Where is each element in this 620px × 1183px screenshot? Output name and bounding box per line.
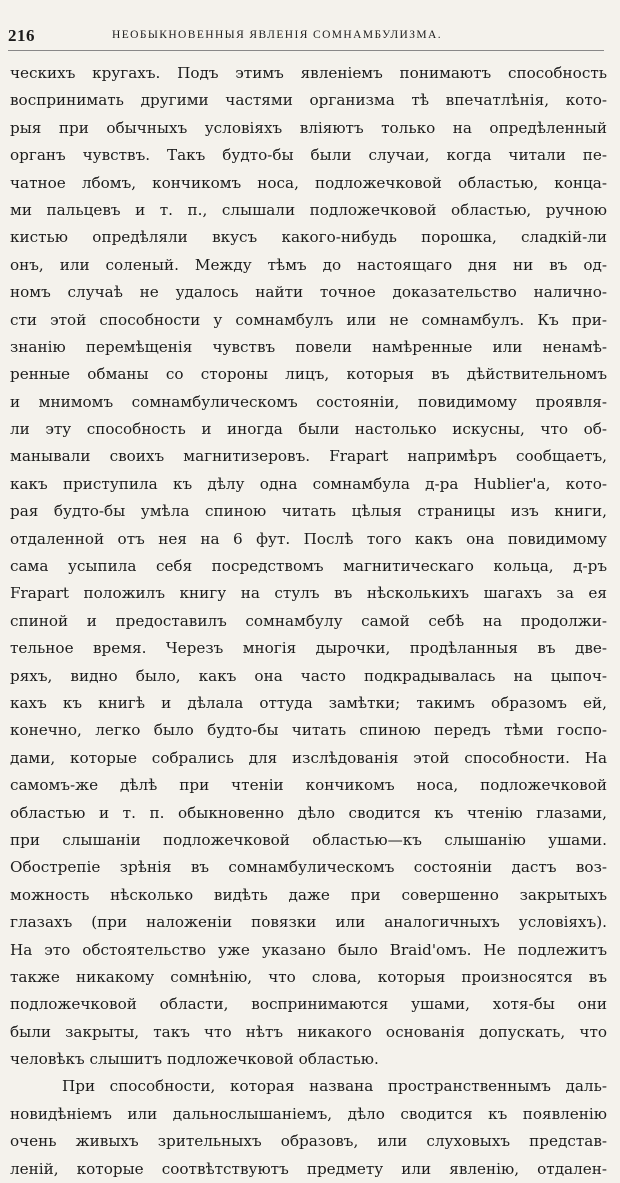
text-line: ряхъ, видно было, какъ она часто подкрадывалась на цыпоч- <box>10 666 607 685</box>
text-line: кахъ къ книгѣ и дѣлала оттуда замѣтки; такимъ образомъ ей, <box>10 693 607 712</box>
body-text <box>10 60 607 1183</box>
text-line: На это обстоятельство уже указано было Braid'омъ. Не подлежитъ <box>10 940 607 959</box>
text-line: можность нѣсколько видѣть даже при совершенно закрытыхъ <box>10 885 607 904</box>
text-line: конечно, легко было будто-бы читать спиною передъ тѣми госпо- <box>10 721 607 740</box>
text-line: ческихъ кругахъ. Подъ этимъ явленiемъ понимаютъ способность <box>10 64 607 82</box>
text-line: манывали своихъ магнитизеровъ. Frapart напримѣръ сообщаетъ, <box>10 447 607 466</box>
text-line: номъ случаѣ не удалось найти точное доказательство налично- <box>10 283 607 302</box>
text-line: самомъ-же дѣлѣ при чтенiи кончикомъ носа, подложечковой <box>10 776 607 795</box>
text-line: человѣкъ слышитъ подложечковой областью. <box>10 1050 379 1069</box>
text-line: подложечковой области, воспринимаются ушами, хотя-бы они <box>10 995 607 1014</box>
text-line: дами, которые собрались для изслѣдованiя этой способности. На <box>10 748 607 767</box>
text-line: какъ приступила къ дѣлу одна сомнамбула д-ра Hublier'a, кото- <box>10 474 607 493</box>
text-line: сти этой способности у сомнамбулъ или не сомнамбулъ. Къ при- <box>10 310 607 329</box>
text-line: отдаленной отъ нея на 6 фут. Послѣ того какъ она повидимому <box>10 529 607 548</box>
page-number: 216 <box>8 26 35 45</box>
text-line: при слышанiи подложечковой областью—къ слышанiю ушами. <box>10 830 607 849</box>
text-line: очень живыхъ зрительныхъ образовъ, или слуховыхъ представ- <box>10 1132 607 1151</box>
text-line: воспринимать другими частями организма тѣ впечатлѣнiя, кото- <box>10 91 607 110</box>
header-rule <box>8 50 604 51</box>
text-line: спиной и предоставилъ сомнамбулу самой себѣ на продолжи- <box>10 611 607 630</box>
text-line: Обострепiе зрѣнiя въ сомнамбулическомъ состоянiи дастъ воз- <box>10 858 607 877</box>
text-line: ленiй, которые соотвѣтствуютъ предмету или явленiю, отдален- <box>10 1159 607 1178</box>
text-line: ли эту способность и иногда были настолько искусны, что об- <box>10 420 607 439</box>
text-line: рая будто-бы умѣла спиною читать цѣлыя страницы изъ книги, <box>10 502 607 521</box>
text-line: также никакому сомнѣнiю, что слова, которыя произносятся въ <box>10 967 607 986</box>
text-line: областью и т. п. обыкновенно дѣло сводится къ чтенiю глазами, <box>10 803 607 822</box>
text-line: При способности, которая названа пространственнымъ даль- <box>62 1077 607 1096</box>
text-line: тельное время. Черезъ многiя дырочки, продѣланныя въ две- <box>10 639 607 658</box>
text-line: онъ, или соленый. Между тѣмъ до настоящаго дня ни въ од- <box>10 255 607 274</box>
text-line: и мнимомъ сомнамбулическомъ состоянiи, повидимому проявля- <box>10 392 607 411</box>
text-line: ренные обманы со стороны лицъ, которыя въ дѣйствительномъ <box>10 365 607 384</box>
text-line: новидѣнiемъ или дальнослышанiемъ, дѣло сводится къ появленiю <box>10 1104 607 1123</box>
text-line: знанiю перемѣщенiя чувствъ повели намѣренные или ненамѣ- <box>10 337 607 356</box>
text-line: были закрыты, такъ что нѣтъ никакого основанiя допускать, что <box>10 1022 607 1041</box>
text-line: рыя при обычныхъ условiяхъ влiяютъ только на опредѣленный <box>10 118 607 137</box>
running-head: НЕОБЫКНОВЕННЫЯ ЯВЛЕНIЯ СОМНАМБУЛИЗМА. <box>112 29 442 41</box>
text-line: органъ чувствъ. Такъ будто-бы были случаи, когда читали пе- <box>10 146 607 165</box>
text-line: сама усыпила себя посредствомъ магнитическаго кольца, д-ръ <box>10 557 607 576</box>
text-line: Frapart положилъ книгу на стулъ въ нѣсколькихъ шагахъ за ея <box>10 584 607 603</box>
text-line: кистью опредѣляли вкусъ какого-нибудь порошка, сладкiй-ли <box>10 228 607 247</box>
text-line: ми пальцевъ и т. п., слышали подложечковой областью, ручною <box>10 200 607 219</box>
text-line: глазахъ (при наложенiи повязки или аналогичныхъ условiяхъ). <box>10 913 607 932</box>
page-header <box>8 26 604 46</box>
text-line: чатное лбомъ, кончикомъ носа, подложечковой областью, конца- <box>10 173 607 192</box>
